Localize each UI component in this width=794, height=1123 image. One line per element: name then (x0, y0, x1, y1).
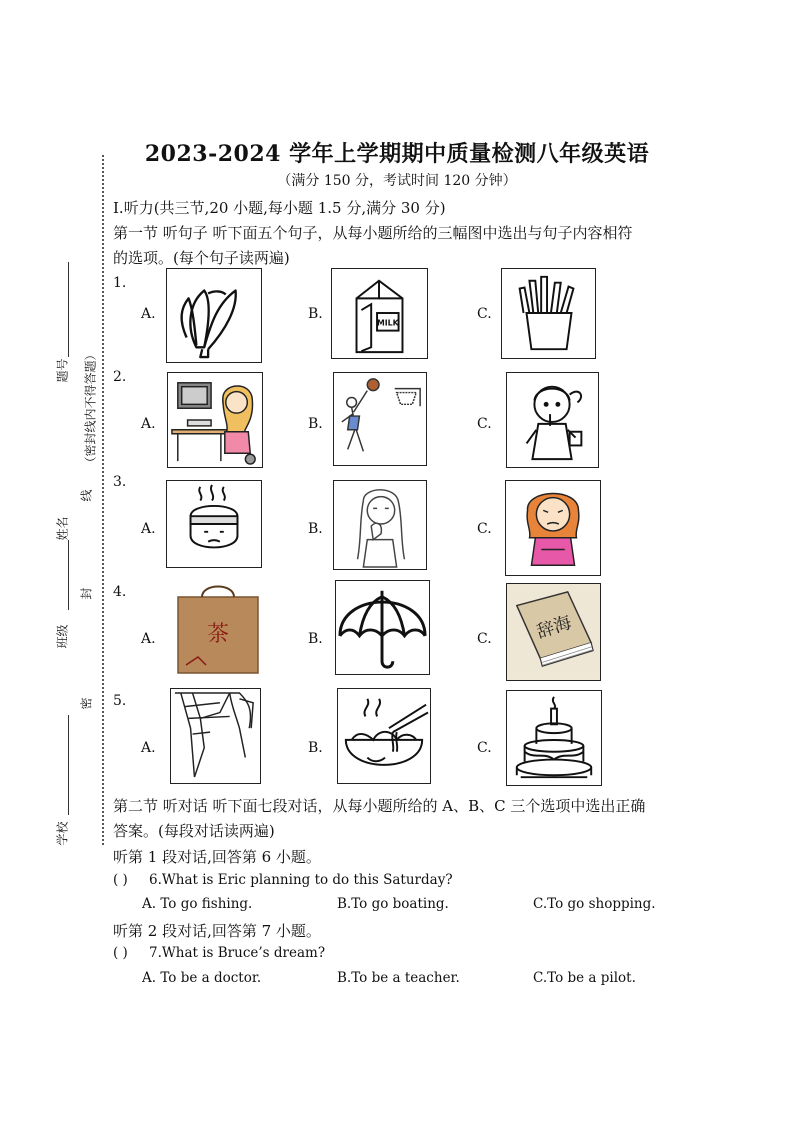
school-label: 学校 (55, 821, 70, 846)
option-a-label: A. (141, 740, 156, 756)
option-c-label: C. (477, 631, 492, 647)
girl-brushing-teeth-icon[interactable] (506, 372, 599, 468)
answer-blank[interactable]: ( ) (113, 945, 128, 961)
name-underline (68, 262, 69, 357)
coughing-girl-icon[interactable] (333, 480, 427, 570)
dialogue-2-instruction: 听第 2 段对话,回答第 7 小题。 (113, 922, 321, 940)
q6-option-b[interactable]: B.To go boating. (337, 896, 449, 912)
basketball-player-icon[interactable] (333, 372, 427, 466)
option-b-label: B. (308, 306, 323, 322)
q7-option-a[interactable]: A. To be a doctor. (142, 970, 262, 986)
exam-number-label: 题号 (55, 358, 70, 383)
dialogue-1-instruction: 听第 1 段对话,回答第 6 小题。 (113, 848, 321, 866)
part2-instruction-1: 第二节 听对话 听下面七段对话，从每小题所给的 A、B、C 三个选项中选出正确 (113, 797, 646, 815)
question-number: 1. (113, 275, 127, 291)
q6-option-a[interactable]: A. To go fishing. (142, 896, 253, 912)
option-a-label: A. (141, 521, 156, 537)
tea-bag-icon[interactable] (172, 581, 264, 677)
school-underline (68, 715, 69, 815)
fever-head-icon[interactable] (166, 480, 262, 568)
class-label: 班级 (55, 624, 70, 649)
exam-title: 2023-2024 学年上学期期中质量检测八年级英语 (144, 141, 650, 167)
option-a-label: A. (141, 416, 156, 432)
part1-instruction-1: 第一节 听句子 听下面五个句子，从每小题所给的三幅图中选出与句子内容相符 (113, 224, 633, 242)
option-c-label: C. (477, 416, 492, 432)
option-c-label: C. (477, 306, 492, 322)
part2-instruction-2: 答案。(每段对话读两遍) (113, 822, 275, 840)
svg-text:辞海: 辞海 (534, 612, 575, 643)
option-b-label: B. (308, 740, 323, 756)
seal-char-line: 线 (79, 489, 94, 502)
noodles-icon[interactable] (337, 688, 431, 784)
exam-subtitle: （满分 150 分，考试时间 120 分钟） (277, 173, 517, 189)
svg-text:MILK: MILK (376, 318, 399, 328)
question-6: 6.What is Eric planning to do this Saturday? (149, 872, 453, 888)
seal-char-close: 密 (79, 697, 94, 710)
option-b-label: B. (308, 521, 323, 537)
dictionary-icon[interactable] (506, 583, 601, 681)
option-b-label: B. (308, 416, 323, 432)
seal-note: （密封线内不得答题） (83, 348, 98, 469)
svg-text:茶: 茶 (206, 622, 230, 647)
question-number: 2. (113, 369, 127, 385)
q7-option-b[interactable]: B.To be a teacher. (337, 970, 460, 986)
option-b-label: B. (308, 631, 323, 647)
option-c-label: C. (477, 521, 492, 537)
birthday-cake-icon[interactable] (506, 690, 602, 786)
option-a-label: A. (141, 631, 156, 647)
banana-icon[interactable] (166, 268, 262, 363)
question-number: 4. (113, 584, 127, 600)
net-icon[interactable] (170, 688, 261, 784)
q6-option-c[interactable]: C.To go shopping. (533, 896, 656, 912)
question-number: 5. (113, 693, 127, 709)
q7-option-c[interactable]: C.To be a pilot. (533, 970, 636, 986)
question-7: 7.What is Bruce’s dream? (149, 945, 326, 961)
milk-carton-icon[interactable] (331, 268, 428, 359)
girl-computer-icon[interactable] (167, 372, 263, 468)
option-a-label: A. (141, 306, 156, 322)
seal-dotted-line (102, 155, 104, 845)
umbrella-icon[interactable] (335, 580, 430, 675)
question-number: 3. (113, 474, 127, 490)
option-c-label: C. (477, 740, 492, 756)
part1-instruction-2: 的选项。(每个句子读两遍) (113, 249, 290, 267)
answer-blank[interactable]: ( ) (113, 872, 128, 888)
section-heading: I.听力(共三节,20 小题,每小题 1.5 分,满分 30 分) (113, 199, 446, 217)
stomachache-girl-icon[interactable] (505, 480, 601, 576)
french-fries-icon[interactable] (501, 268, 596, 359)
class-underline (68, 540, 69, 610)
seal-char-seal: 封 (79, 587, 94, 600)
name-label: 姓名 (55, 516, 70, 541)
